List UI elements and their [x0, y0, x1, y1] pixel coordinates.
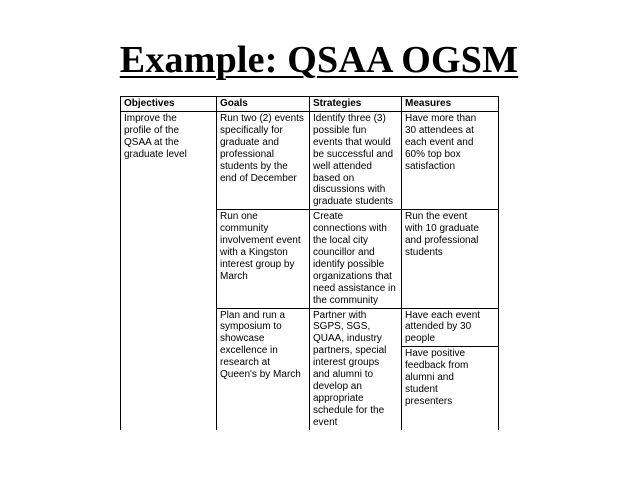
measure-cell: Have more than 30 attendees at each event and 60% top box satisfaction [402, 112, 499, 210]
measure-cell [402, 308, 499, 430]
strategy-cell: Identify three (3) possible fun events that would be successful and well attended based on discussions with graduate students [310, 112, 402, 210]
ogsm-table-container [120, 96, 498, 430]
measure-subcell: Have positive feedback from alumni and student presenters [405, 348, 469, 407]
measure-cell: Run the event with 10 graduate and professional students [402, 210, 499, 308]
ogsm-table [120, 96, 499, 430]
header-goals: Goals [217, 97, 310, 112]
header-objectives: Objectives [121, 97, 217, 112]
goal-cell: Run two (2) events specifically for graduate and professional students by the end of December [217, 112, 310, 210]
strategy-cell: Partner with SGPS, SGS, QUAA, industry partners, special interest groups and alumni to develop an appropriate schedule for the event [310, 308, 402, 430]
slide-title: Example: QSAA OGSM [119, 39, 519, 81]
header-measures: Measures [402, 97, 499, 112]
measure-subcell: Have each event attended by 30 people [402, 309, 498, 348]
goal-cell: Run one community involvement event with a Kingston interest group by March [217, 210, 310, 308]
strategy-cell: Create connections with the local city councillor and identify possible organizations that need assistance in the community [310, 210, 402, 308]
objective-cell: Improve the profile of the QSAA at the graduate level [121, 112, 217, 430]
table-row [121, 112, 499, 210]
header-row [121, 97, 499, 112]
header-strategies: Strategies [310, 97, 402, 112]
goal-cell: Plan and run a symposium to showcase excellence in research at Queen's by March [217, 308, 310, 430]
